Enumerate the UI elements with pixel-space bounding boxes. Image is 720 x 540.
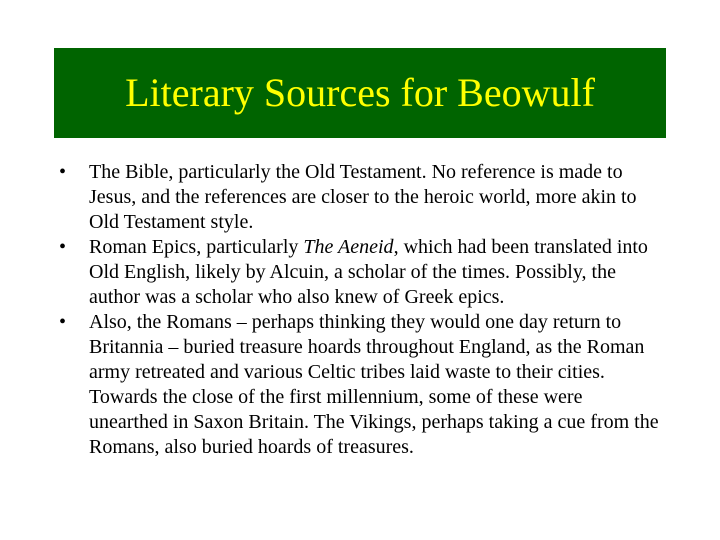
bullet-text-bible: The Bible, particularly the Old Testament. No reference is made to Jesus, and the references are closer to the heroic world, more akin to Old Testament style. — [89, 161, 637, 233]
bullet-dot-icon: • — [59, 311, 67, 333]
aeneid-title: The Aeneid — [303, 236, 394, 258]
bullet-text-roman-epics-start: Roman Epics, particularly — [89, 236, 304, 258]
bullet-dot-icon: • — [59, 161, 67, 183]
bullet-dot-icon: • — [59, 236, 67, 258]
title-banner — [54, 48, 666, 138]
slide-title: Literary Sources for Beowulf — [125, 70, 595, 115]
bullet-item-bible — [56, 160, 666, 235]
bullet-item-roman-hoards — [56, 310, 666, 460]
bullet-item-roman-epics — [56, 235, 666, 310]
bullet-text-roman-hoards: Also, the Romans – perhaps thinking they would one day return to Britannia – buried treasure hoards throughout England, as the Roman army retreated and various Celtic tribes laid waste to their cities. Towards the close of the first millennium, some of these were unearthed in Saxon Britain. The Vikings, perhaps taking a cue from the Romans, also buried hoards of treasures. — [89, 311, 659, 458]
bullet-list — [56, 160, 666, 460]
bullet-text-roman-epics-end: , which had been translated into Old English, likely by Alcuin, a scholar of the times. Possibly, the author was a scholar who also knew of Greek epics. — [89, 236, 648, 308]
